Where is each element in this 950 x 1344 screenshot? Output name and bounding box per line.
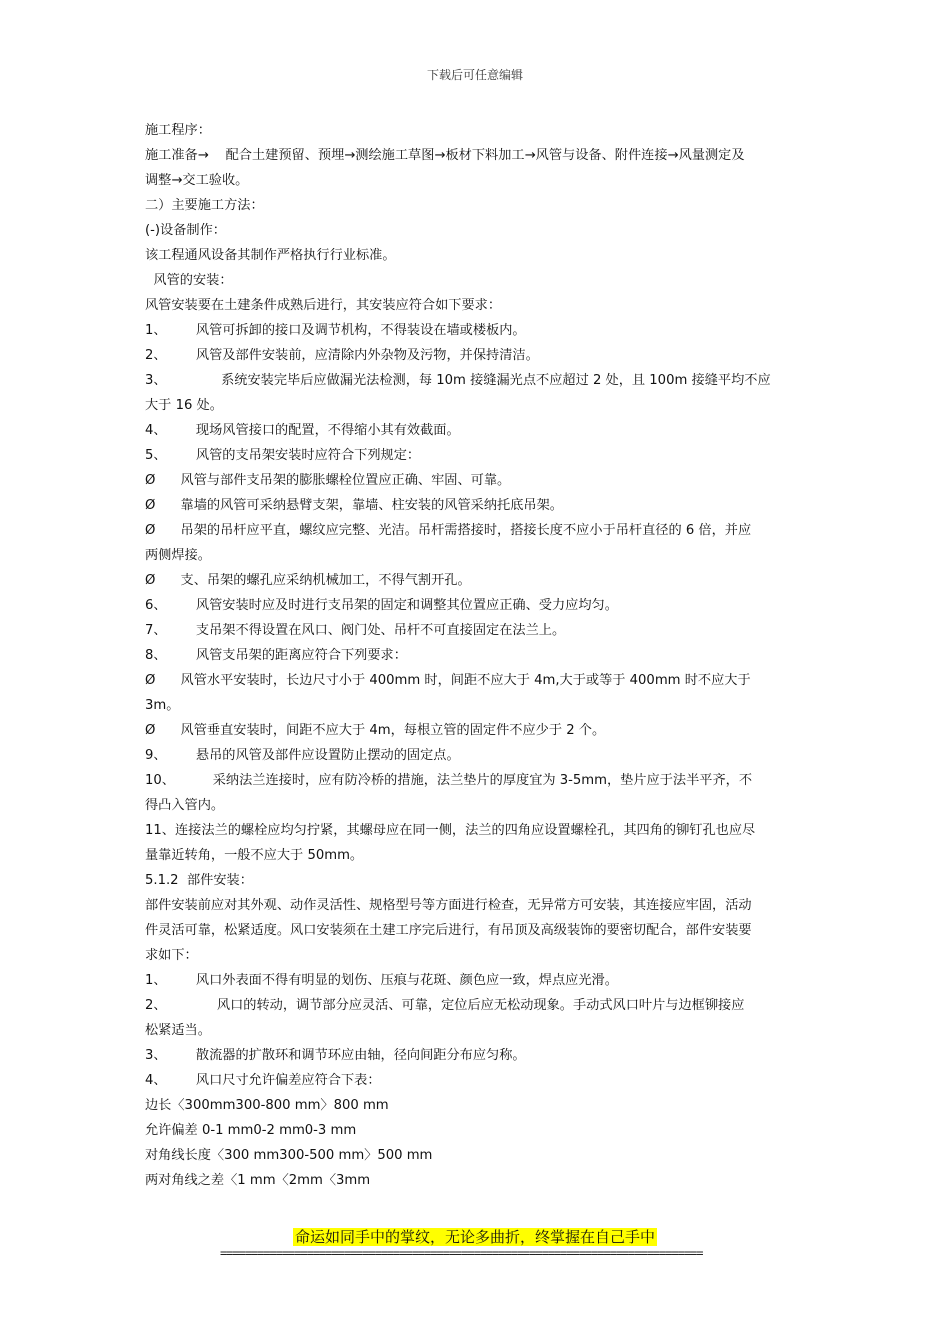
text-line: 调整→交工验收。: [145, 173, 249, 188]
text-line: 4、 风口尺寸允许偏差应符合下表：: [145, 1073, 381, 1088]
text-line: 风管安装要在土建条件成熟后进行，其安装应符合如下要求：: [145, 298, 502, 313]
footer-motto-text: 命运如同手中的掌纹，无论多曲折，终掌握在自己手中: [294, 1228, 655, 1246]
footer-rule: ==============================================================================: [220, 1246, 703, 1260]
text-line: 10、 采纳法兰连接时，应有防冷桥的措施，法兰垫片的厚度宜为 3-5mm，垫片应于法半平齐，不: [145, 773, 753, 788]
text-line: 1、 风口外表面不得有明显的划伤、压痕与花斑、颜色应一致，焊点应光滑。: [145, 973, 618, 988]
document-body: [145, 118, 809, 1193]
text-line: 对角线长度〈300 mm300-500 mm〉500 mm: [145, 1148, 433, 1163]
text-line: 两侧焊接。: [145, 548, 211, 563]
text-line: 件灵活可靠，松紧适度。风口安装须在土建工序完后进行，有吊顶及高级装饰的要密切配合，部件安装要: [145, 923, 752, 938]
text-line: 得凸入管内。: [145, 798, 225, 813]
text-line: Ø 支、吊架的螺孔应采纳机械加工，不得气割开孔。: [145, 573, 471, 588]
text-line: 两对角线之差〈1 mm〈2mm〈3mm: [145, 1173, 371, 1188]
text-line: 该工程通风设备其制作严格执行行业标准。: [145, 248, 396, 263]
text-line: 施工程序：: [145, 123, 211, 138]
footer-motto: [0, 1227, 950, 1247]
text-line: 边长〈300mm300-800 mm〉800 mm: [145, 1098, 389, 1113]
text-line: Ø 风管水平安装时，长边尺寸小于 400mm 时，间距不应大于 4m,大于或等于 400mm 时不应大于: [145, 673, 751, 688]
text-line: 5.1.2 部件安装：: [145, 873, 253, 888]
text-line: 部件安装前应对其外观、动作灵活性、规格型号等方面进行检查，无异常方可安装，其连接应牢固，活动: [145, 898, 752, 913]
text-line: 大于 16 处。: [145, 398, 223, 413]
text-line: 求如下：: [145, 948, 198, 963]
text-line: 11、连接法兰的螺栓应均匀拧紧，其螺母应在同一侧，法兰的四角应设置螺栓孔，其四角的铆钉孔也应尽: [145, 823, 756, 838]
page-header: 下载后可任意编辑: [426, 68, 523, 82]
text-line: Ø 风管垂直安装时，间距不应大于 4m，每根立管的固定件不应少于 2 个。: [145, 723, 606, 738]
text-line: 3、 散流器的扩散环和调节环应由轴，径向间距分布应匀称。: [145, 1048, 526, 1063]
text-line: 风管的安装：: [145, 273, 233, 288]
text-line: 9、 悬吊的风管及部件应设置防止摆动的固定点。: [145, 748, 460, 763]
text-line: 二）主要施工方法：: [145, 198, 264, 213]
text-line: 6、 风管安装时应及时进行支吊架的固定和调整其位置应正确、受力应均匀。: [145, 598, 618, 613]
text-line: 7、 支吊架不得设置在风口、阀门处、吊杆不可直接固定在法兰上。: [145, 623, 566, 638]
text-line: 3、 系统安装完毕后应做漏光法检测，每 10m 接缝漏光点不应超过 2 处，且 100m 接缝平均不应: [145, 373, 771, 388]
text-line: 量靠近转角，一般不应大于 50mm。: [145, 848, 364, 863]
text-line: 2、 风口的转动，调节部分应灵活、可靠，定位后应无松动现象。手动式风口叶片与边框铆接应: [145, 998, 745, 1013]
text-line: Ø 靠墙的风管可采纳悬臂支架，靠墙、柱安装的风管采纳托底吊架。: [145, 498, 563, 513]
text-line: 5、 风管的支吊架安装时应符合下列规定：: [145, 448, 421, 463]
text-line: Ø 风管与部件支吊架的膨胀螺栓位置应正确、牢固、可靠。: [145, 473, 511, 488]
text-line: 4、 现场风管接口的配置，不得缩小其有效截面。: [145, 423, 460, 438]
text-line: Ø 吊架的吊杆应平直，螺纹应完整、光洁。吊杆需搭接时，搭接长度不应小于吊杆直径的 6 倍，并应: [145, 523, 752, 538]
text-line: (-)设备制作：: [145, 223, 226, 238]
text-line: 1、 风管可拆卸的接口及调节机构，不得装设在墙或楼板内。: [145, 323, 526, 338]
text-line: 施工准备→ 配合土建预留、预埋→测绘施工草图→板材下料加工→风管与设备、附件连接→风量测定及: [145, 148, 745, 163]
text-line: 松紧适当。: [145, 1023, 211, 1038]
text-line: 8、 风管支吊架的距离应符合下列要求：: [145, 648, 407, 663]
text-line: 3m。: [145, 698, 180, 713]
text-line: 允许偏差 0-1 mm0-2 mm0-3 mm: [145, 1123, 357, 1138]
text-line: 2、 风管及部件安装前，应清除内外杂物及污物，并保持清洁。: [145, 348, 539, 363]
